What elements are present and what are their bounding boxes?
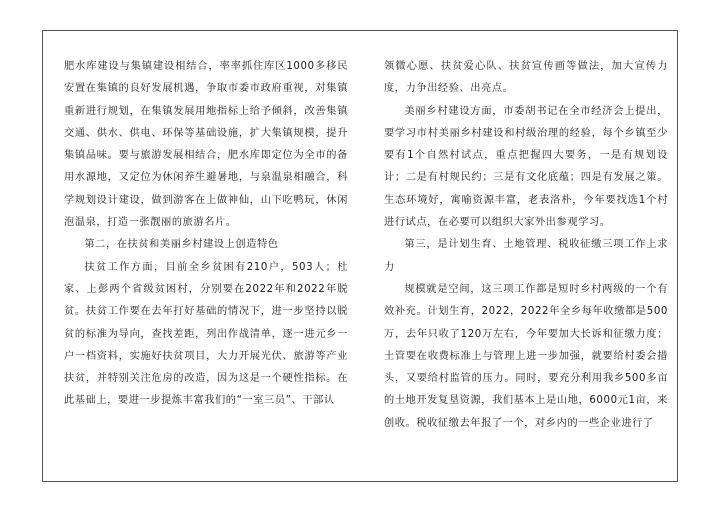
paragraph: 领微心愿、扶贫爱心队、扶贫宣传画等做法，加大宣传力度，力争出经验、出亮点。 — [384, 61, 668, 95]
right-column — [384, 56, 668, 435]
paragraph: 肥水库建设与集镇建设相结合，率率抓住库区1000多移民安置在集镇的良好发展机遇，争取市委市政府重视，对集镇重新进行规划，在集镇发展用地指标上给予倾斜，改善集镇交通、供水、供电、环保等基础设施，扩大集镇规模，提升集镇品味。要与旅游发展相结合，肥水库即定位为全市的备用水源地，又定位为休闲养生避暑地，与泉温泉相融合，科学规划设计建设，做到游客在上做神仙，山下吃鸭玩，休闲泡温泉，打造一张靓丽的旅游名片。 — [64, 61, 348, 229]
section-heading: 第二，在扶贫和美丽乡村建设上创造特色 — [84, 239, 279, 251]
paragraph: 扶贫工作方面，目前全乡贫困有210户，503人；杜家、上彭两个省级贫困村，分别要在2022年和2022年脱贫。扶贫工作要在去年打好基础的情况下，进一步坚持以脱贫的标准为导向，查找差距，列出作战清单，逐一进元乡一户一档资料，实施好扶贫项目，大力开展光伏、旅游等产业扶贫，并特别关注危房的改造，因为这是一个硬性指标。在此基础上，要进一步提炼丰富我们的“一室三员”、干部认 — [64, 261, 348, 407]
paragraph: 规模就是空间，这三项工作都是短时乡村两级的一个有效补充。计划生育，2022，2022年全乡每年收缴都是500万，去年只收了120万左右，今年要加大长诉和征缴力度；土管要在收费标准上与管理上进一步加强，就要给村委会措头，又要给村监管的压力。同时，要充分利用我乡500多亩的土地开发复垦资源，我们基本上是山地，6000元1亩，来创收。税收征缴去年报了一个，对乡内的一些企业进行了 — [384, 283, 668, 429]
section-heading: 第三，是计划生育、土地管理、税收征缴三项工作上求力 — [384, 239, 668, 273]
paragraph: 美丽乡村建设方面，市委胡书记在全市经济会上提出，要学习市村美丽乡村建设和村级治理的经验，每个乡镇至少要有1个自然村试点，重点把握四大要务，一是有规划设计；二是有村规民约；三是有文化底蕴；四是有发展之策。生态环境好，寓喻资源丰富，老表洛朴，今年要找选1个村进行试点，在必要可以组织大家外出参观学习。 — [384, 105, 668, 229]
left-column — [64, 56, 348, 413]
